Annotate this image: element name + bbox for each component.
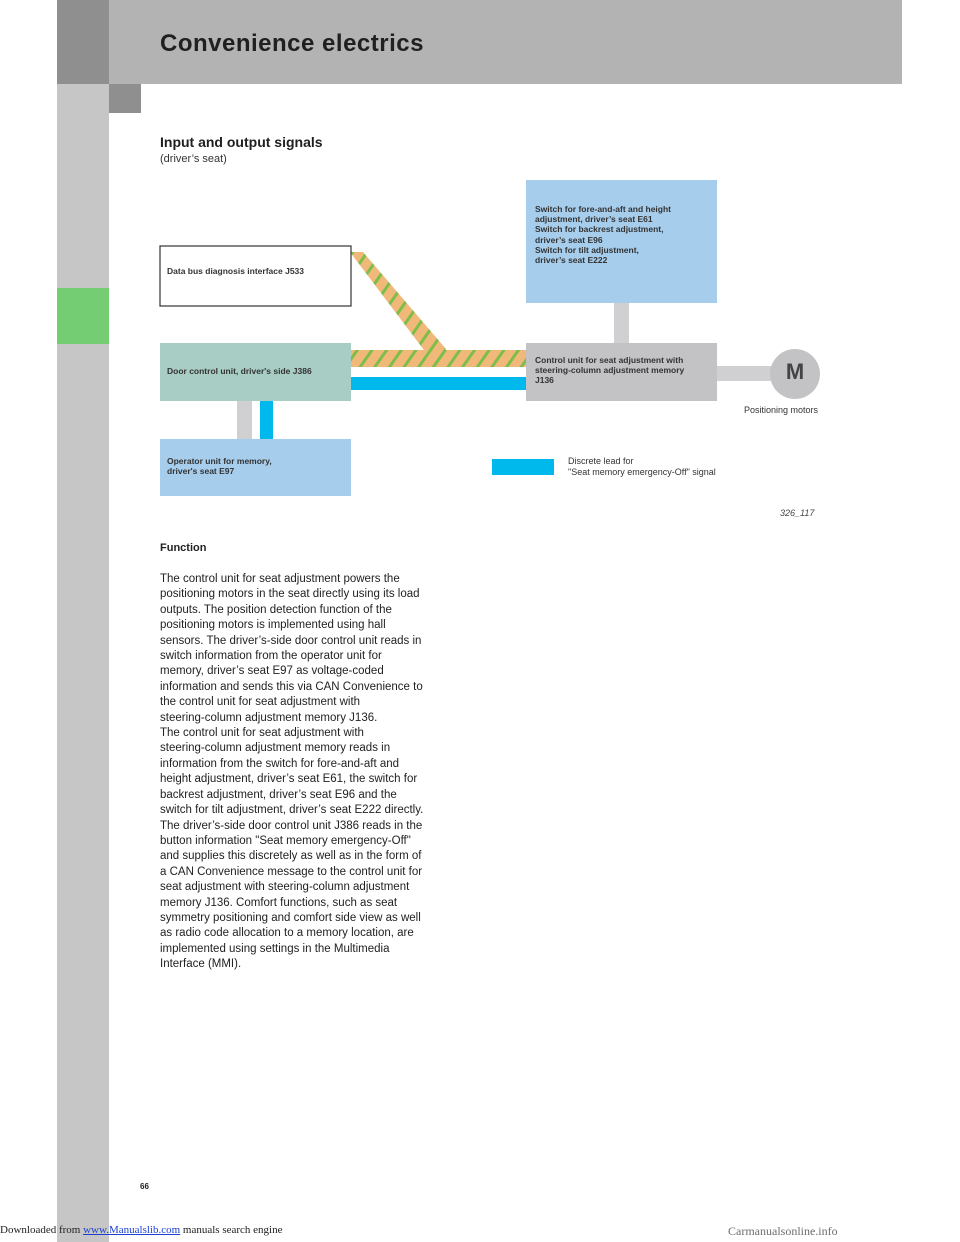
can-line-diagonal [350, 252, 446, 362]
page-title: Convenience electrics [160, 30, 424, 57]
watermark: Carmanualsonline.info [728, 1224, 838, 1238]
signal-diagram [0, 0, 960, 520]
discrete-lead-horizontal [350, 377, 528, 390]
box-j533-label: Data bus diagnosis interface J533 [167, 266, 304, 276]
box-e97-label: Operator unit for memory, driver's seat E97 [167, 456, 272, 477]
footer-prefix: Downloaded from [0, 1224, 84, 1236]
can-line-horizontal [350, 350, 528, 367]
box-switches-label: Switch for fore-and-aft and height adjustment, driver’s seat E61 Switch for backrest adjustment, driver’s seat E96 Switch for tilt adjustment, driver’s seat E222 [535, 204, 671, 265]
box-j386-label: Door control unit, driver's side J386 [167, 366, 312, 376]
function-body: The control unit for seat adjustment powers the positioning motors in the seat directly using its load outputs. The position detection function of the positioning motors is implemented using hall sensors. The driver’s-side door control unit reads in switch information from the operator unit for memory, driver’s seat E97 as voltage-coded information and sends this via CAN Convenience to the control unit for seat adjustment with steering-column adjustment memory J136. The control unit for seat adjustment with steering-column adjustment memory reads in information from the switch for fore-and-aft and height adjustment, driver’s seat E61, the switch for backrest adjustment, driver’s seat E96 and the switch for tilt adjustment, driver’s seat E222 directly. The driver’s-side door control unit J386 reads in the button information "Seat memory emergency-Off" and supplies this discretely as well as in the form of a CAN Convenience message to the control unit for seat adjustment with steering-column adjustment memory J136. Comfort functions, such as seat symmetry positioning and comfort side view as well as radio code allocation to a memory location, are implemented using settings in the Multimedia Interface (MMI). [160, 573, 424, 971]
footer-link[interactable]: www.Manualslib.com [83, 1224, 181, 1236]
footer-suffix: manuals search engine [180, 1224, 283, 1236]
box-j136-label: Control unit for seat adjustment with steering-column adjustment memory J136 [535, 355, 685, 386]
figure-id: 326_117 [780, 508, 815, 518]
download-footer [0, 1224, 282, 1236]
section-subtitle: (driver’s seat) [160, 153, 227, 165]
motor-label: Positioning motors [744, 405, 819, 415]
connector-switch-to-control-unit [614, 303, 629, 344]
page-number: 66 [140, 1182, 149, 1191]
section-title: Input and output signals [160, 134, 323, 150]
legend-discrete-swatch [492, 459, 554, 475]
connector-operator-unit-gray [237, 401, 252, 439]
function-heading: Function [160, 542, 207, 554]
motor-letter: M [785, 359, 805, 384]
legend-discrete-label: Discrete lead for "Seat memory emergency-Off" signal [568, 456, 716, 477]
discrete-lead-vertical [260, 401, 273, 439]
